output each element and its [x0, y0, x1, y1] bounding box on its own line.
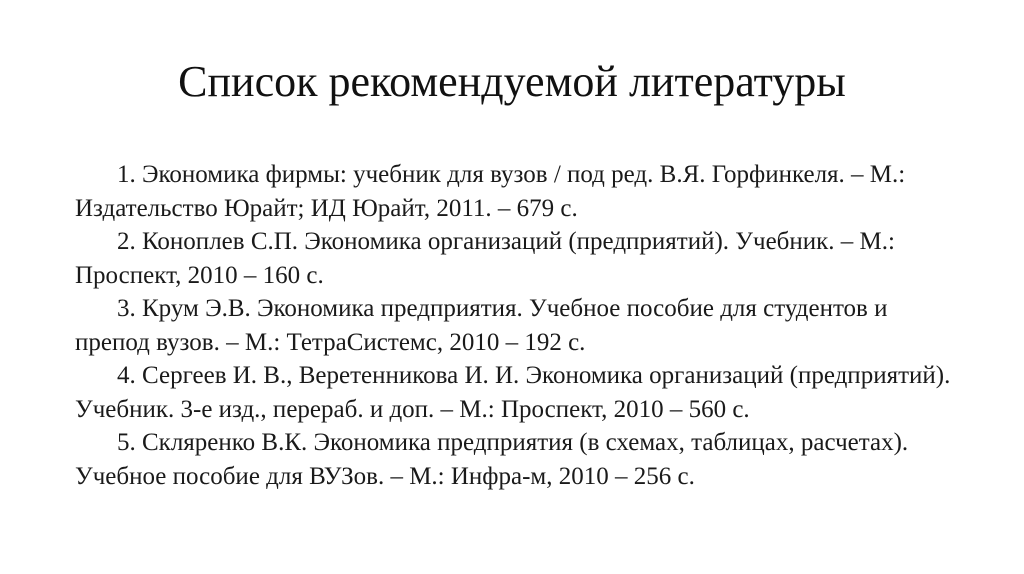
- reference-item-5: 5. Скляренко В.К. Экономика предприятия (в схемах, таблицах, расчетах). Учебное пособие для ВУЗов. – М.: Инфра-м, 2010 – 256 с.: [75, 429, 909, 490]
- reference-item-3: 3. Крум Э.В. Экономика предприятия. Учебное пособие для студентов и препод вузов. – М.: ТетраСистемс, 2010 – 192 с.: [75, 295, 888, 356]
- reference-item-2: 2. Коноплев С.П. Экономика организаций (предприятий). Учебник. – М.: Проспект, 2010 – 160 с.: [75, 228, 895, 289]
- reference-item-4: 4. Сергеев И. В., Веретенникова И. И. Экономика организаций (предприятий). Учебник. 3-е изд., перераб. и доп. – М.: Проспект, 2010 – 560 с.: [75, 362, 951, 423]
- reference-item-1: 1. Экономика фирмы: учебник для вузов / под ред. В.Я. Горфинкеля. – М.: Издательство Юрайт; ИД Юрайт, 2011. – 679 с.: [75, 161, 906, 222]
- reference-list: [75, 158, 955, 493]
- slide-title: Список рекомендуемой литературы: [178, 57, 846, 106]
